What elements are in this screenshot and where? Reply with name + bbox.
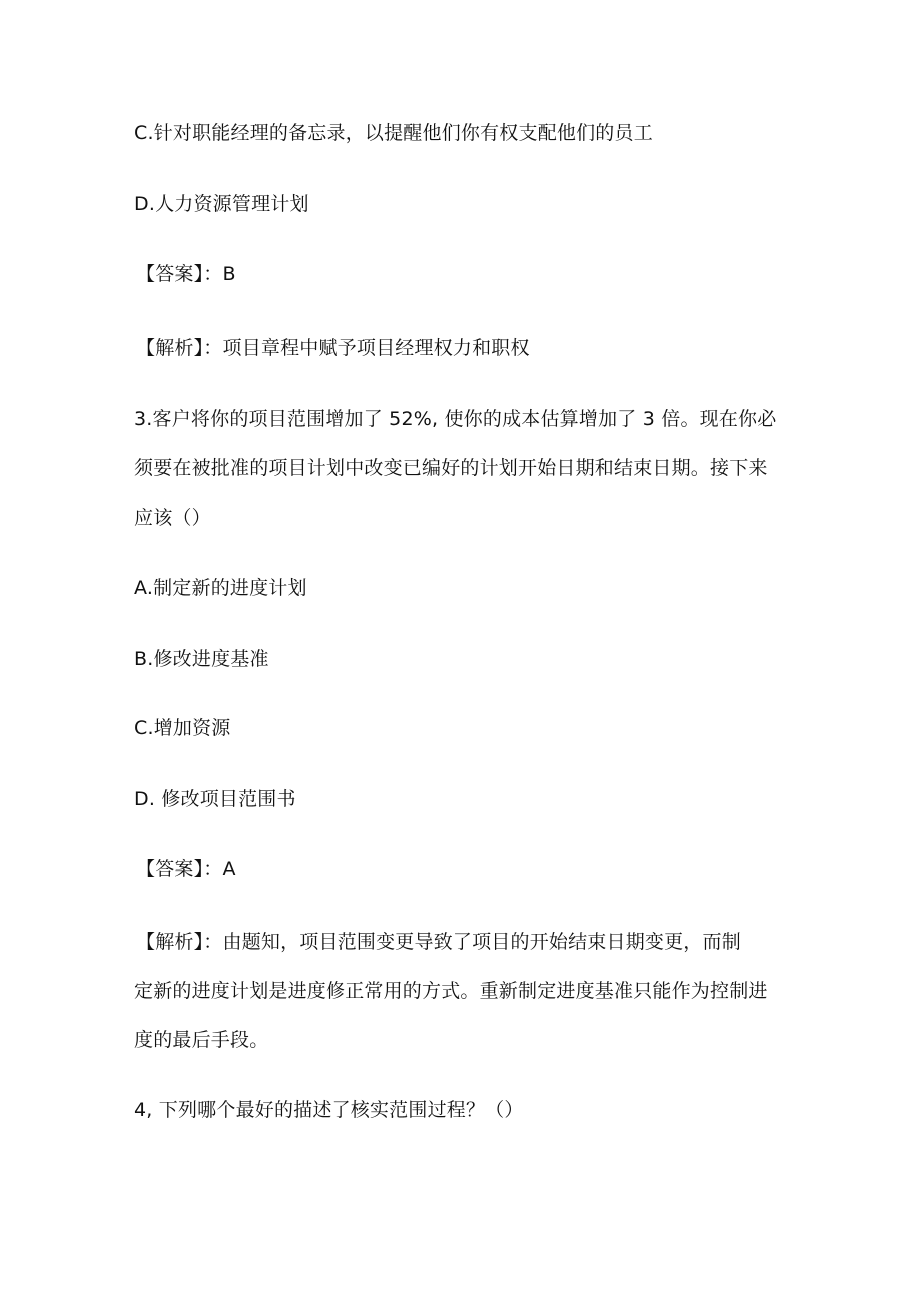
question-3-line-1: 3.客户将你的项目范围增加了 52%, 使你的成本估算增加了 3 倍。现在你必: [134, 408, 777, 430]
question-3-line-2: 须要在被批准的项目计划中改变已编好的计划开始日期和结束日期。接下来: [134, 457, 768, 479]
option-d-line: D.人力资源管理计划: [134, 193, 309, 215]
analysis-line-2b: 定新的进度计划是进度修正常用的方式。重新制定进度基准只能作为控制进: [134, 980, 768, 1002]
analysis-line-2c: 度的最后手段。: [134, 1029, 269, 1051]
option-d-line-2: D. 修改项目范围书: [134, 788, 296, 810]
analysis-line-2a: 【解析】：由题知，项目范围变更导致了项目的开始结束日期变更，而制: [136, 931, 741, 953]
option-a-line: A.制定新的进度计划: [134, 577, 307, 599]
option-c-line-2: C.增加资源: [134, 717, 231, 739]
question-4-line: 4, 下列哪个最好的描述了核实范围过程？（）: [134, 1099, 524, 1121]
answer-line: 【答案】：B: [136, 263, 236, 285]
analysis-line: 【解析】：项目章程中赋予项目经理权力和职权: [136, 337, 530, 359]
option-b-line: B.修改进度基准: [134, 648, 269, 670]
option-c-line: C.针对职能经理的备忘录，以提醒他们你有权支配他们的员工: [134, 122, 653, 144]
question-3-line-3: 应该（）: [134, 507, 211, 529]
answer-line-2: 【答案】：A: [136, 858, 236, 880]
